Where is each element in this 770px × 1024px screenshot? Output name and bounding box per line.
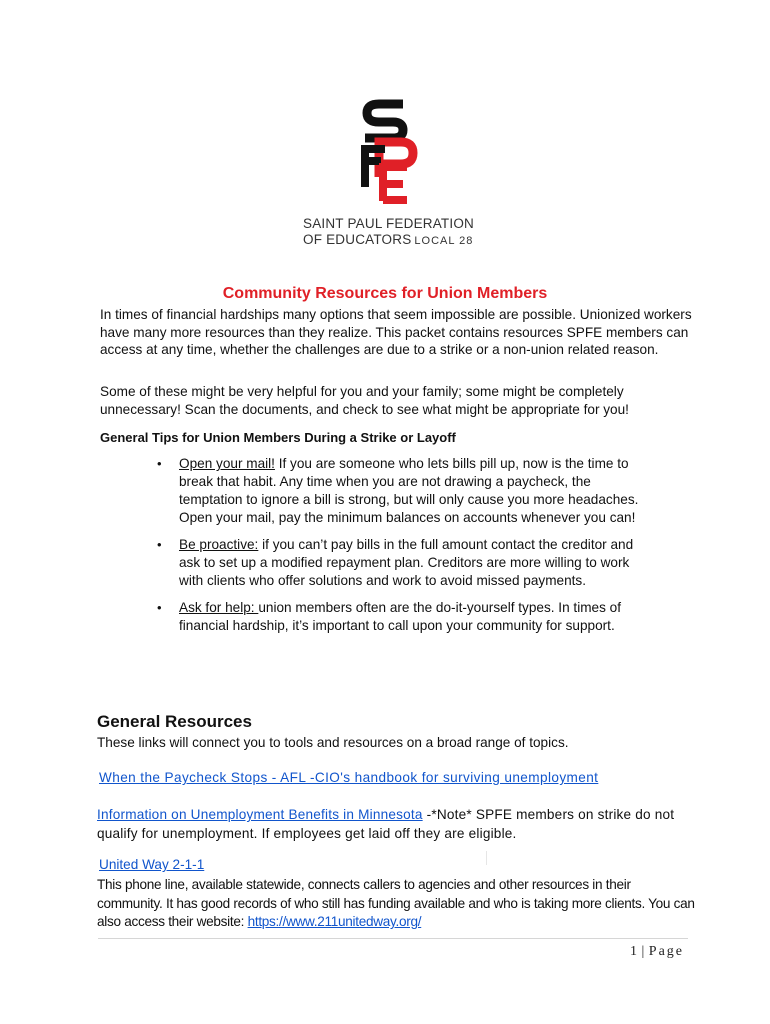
tip-text: if you can’t pay bills in the full amount contact the creditor and ask to set up a modified repayment plan. Creditors are more willing to work with clients who offer solutions and work to avoid missed payments. <box>179 537 634 588</box>
united-way-text: This phone line, available statewide, connects callers to agencies and other resources in their community. It has good records of who still has funding available and who is taking more clients. You can also access their website: <box>97 877 695 929</box>
united-way-link[interactable]: United Way 2-1-1 <box>99 857 205 872</box>
page-separator: | <box>637 944 649 959</box>
general-resources-heading: General Resources <box>97 712 252 731</box>
united-way-url-link[interactable]: https://www.211unitedway.org/ <box>247 914 422 929</box>
page-footer <box>630 944 684 960</box>
page-number: 1 <box>629 944 638 959</box>
second-paragraph: Some of these might be very helpful for you and your family; some might be completely unnecessary! Scan the documents, and check to see what might be appropriate for you! <box>100 384 629 417</box>
tip-text: union members often are the do-it-yourself types. In times of financial hardship, it’s important to call upon your community for support. <box>179 600 622 633</box>
unemployment-benefits-link[interactable]: Information on Unemployment Benefits in Minnesota <box>97 807 423 822</box>
org-name-line-1: SAINT PAUL FEDERATION <box>303 216 474 231</box>
general-resources-intro: These links will connect you to tools and resources on a broad range of topics. <box>97 735 569 750</box>
page-label: Page <box>648 944 684 959</box>
tip-text: If you are someone who lets bills pill up, now is the time to break that habit. Any time when you are not drawing a paycheck, the temptation to ignore a bill is strong, but will only cause you more headaches. Open your mail, pay the minimum balances on accounts whenever you can! <box>179 456 639 525</box>
united-way-description <box>97 876 697 932</box>
list-item <box>179 536 639 590</box>
intro-paragraph: In times of financial hardships many options that seem impossible are possible. Unionized workers have many more resources than they realize. This packet contains resources SPFE members can access at any time, whether the challenges are due to a strike or a non-union related reason. <box>100 307 692 357</box>
tip-lead: Be proactive: <box>179 537 259 552</box>
list-item <box>179 599 639 635</box>
unemployment-note: -*Note* SPFE members on strike do not qualify for unemployment. If employees get laid off they are eligible. <box>97 807 675 841</box>
spfe-logo-mark-icon <box>357 99 423 205</box>
tip-lead: Open your mail! <box>179 456 275 471</box>
org-name-line-2 <box>303 232 473 247</box>
org-name-educators: OF EDUCATORS <box>303 232 412 247</box>
unemployment-resource <box>97 805 697 843</box>
paycheck-stops-link[interactable]: When the Paycheck Stops - AFL -CIO's handbook for surviving unemployment <box>99 770 599 785</box>
list-item <box>179 455 639 527</box>
tip-lead: Ask for help: <box>179 600 259 615</box>
tips-heading: General Tips for Union Members During a Strike or Layoff <box>100 430 456 445</box>
divider <box>486 851 487 865</box>
footer-divider <box>98 938 688 939</box>
spfe-logo <box>303 99 473 249</box>
tips-list <box>179 455 639 644</box>
org-local-number: LOCAL 28 <box>414 235 474 247</box>
page-title: Community Resources for Union Members <box>222 284 548 302</box>
